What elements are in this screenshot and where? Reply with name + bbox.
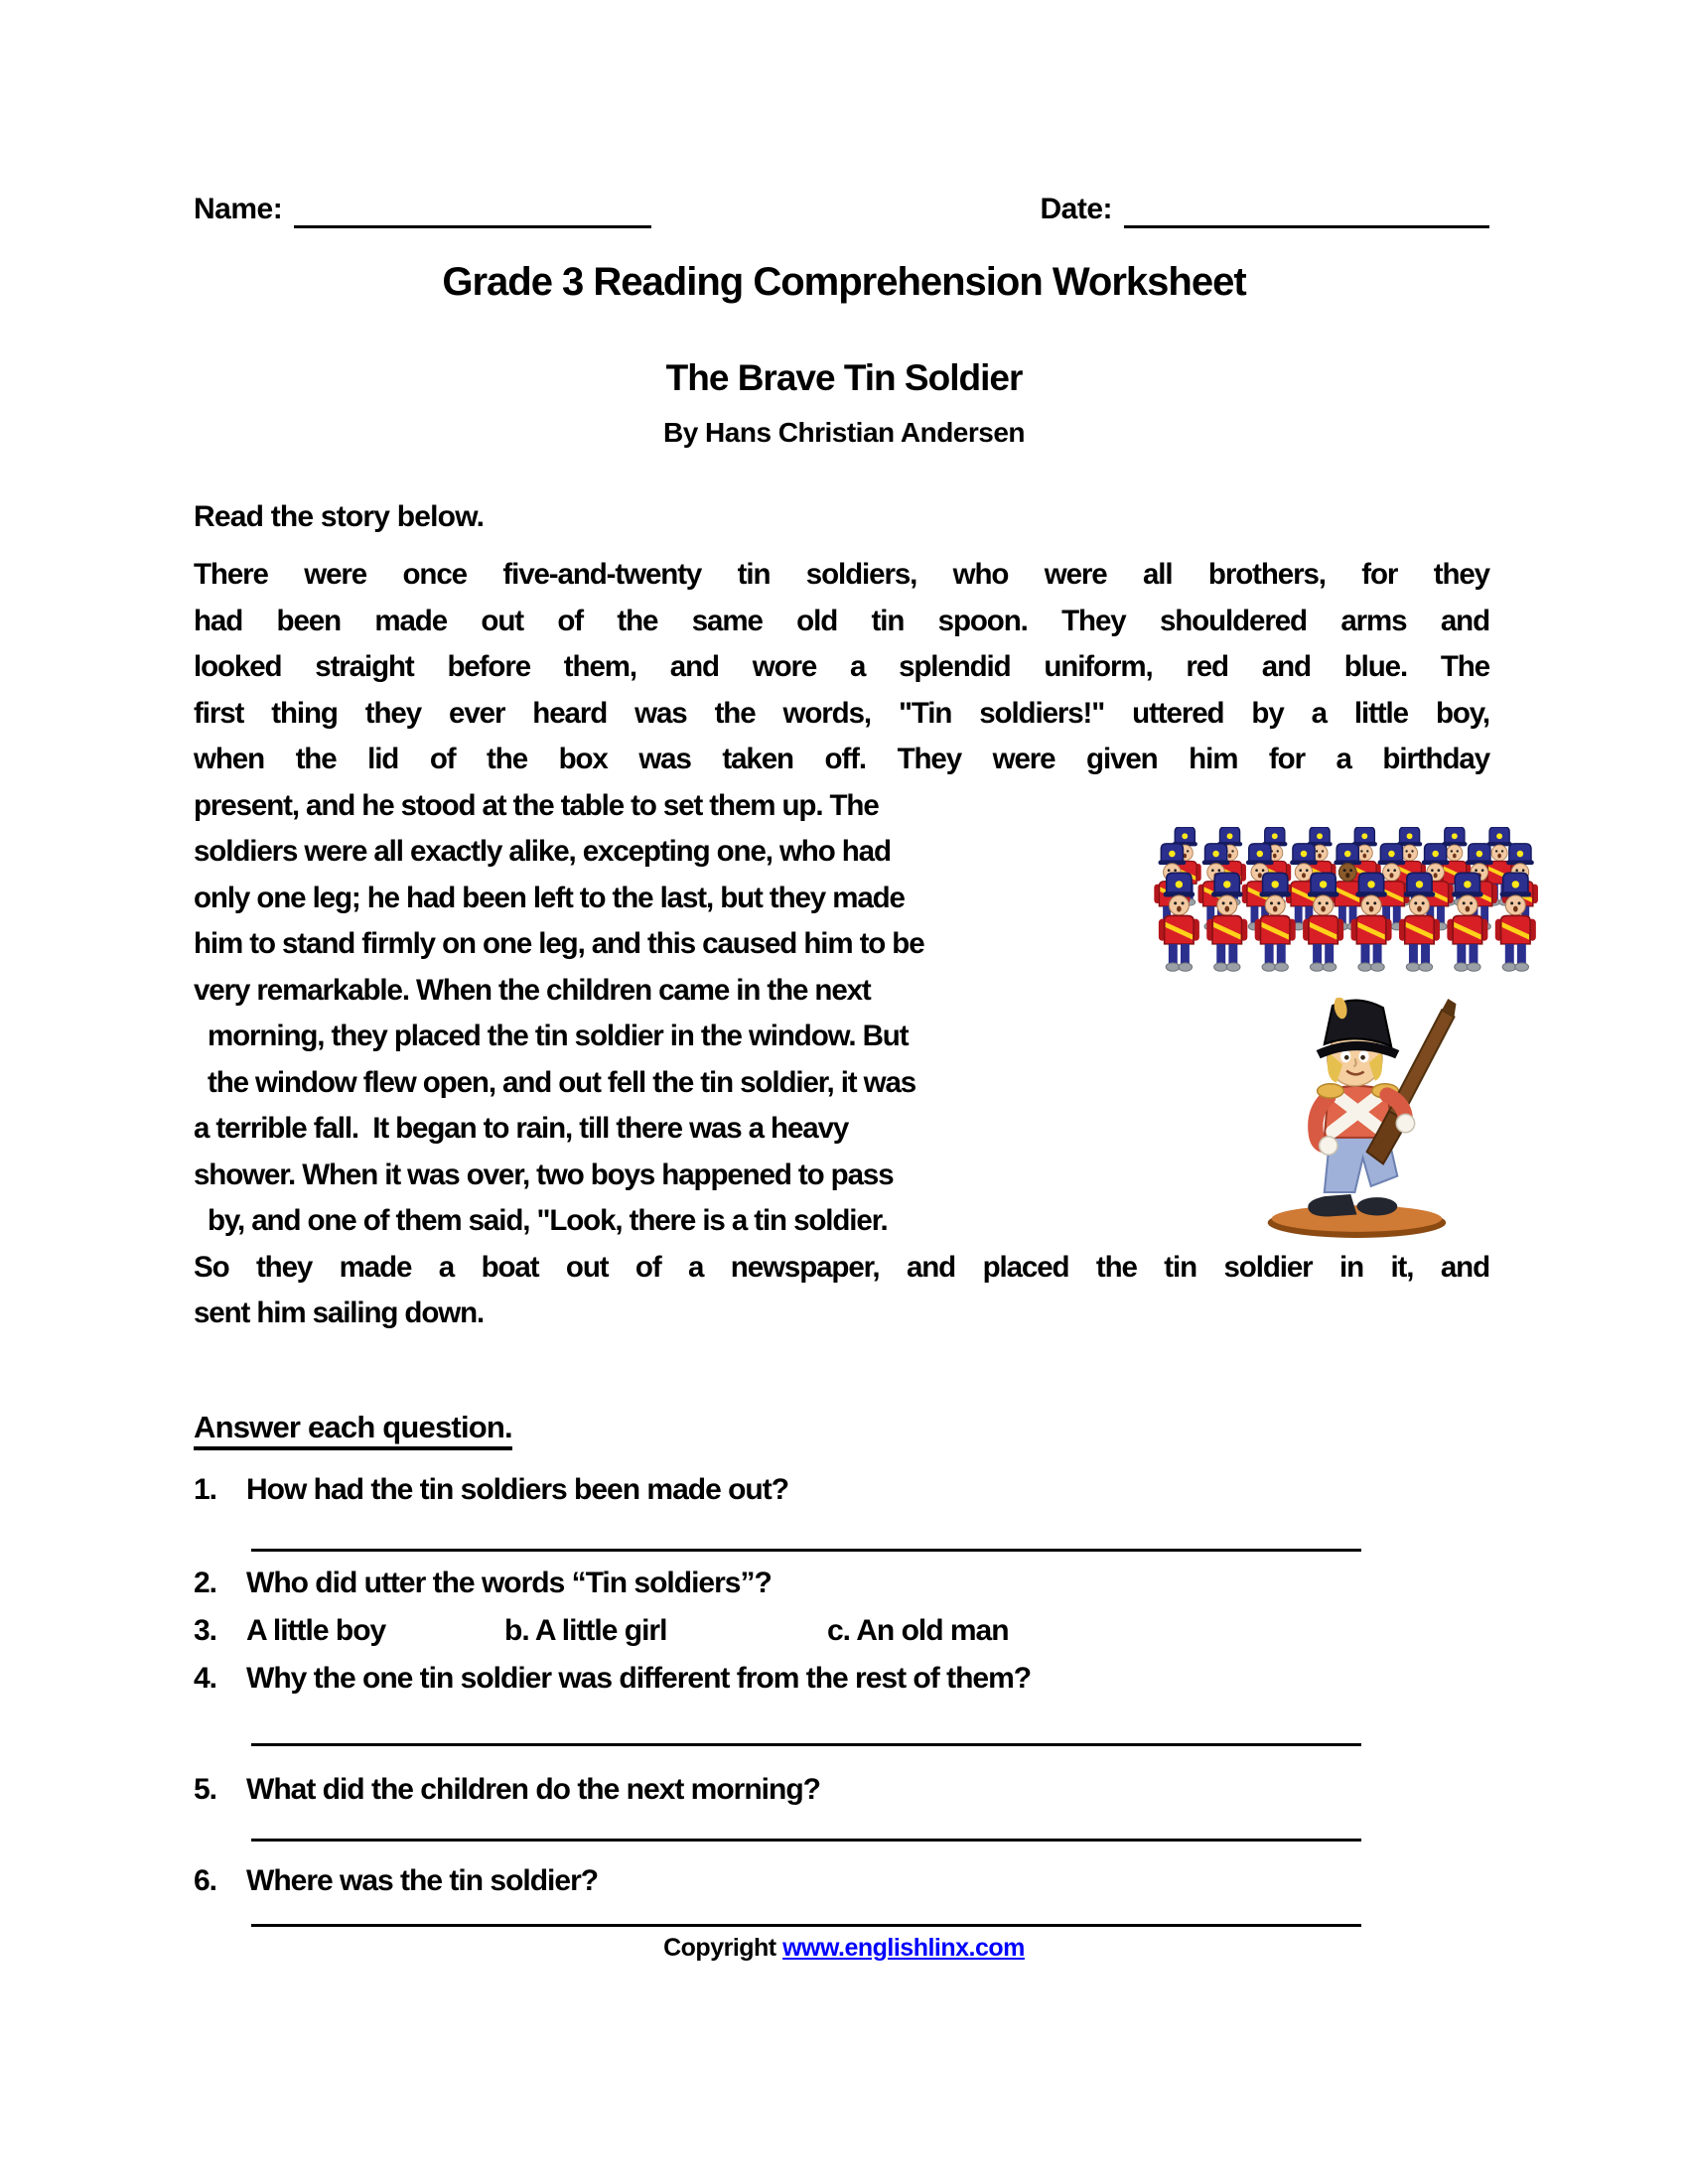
story-line: present, and he stood at the table to set them up. The	[194, 788, 879, 822]
question-1-number: 1.	[194, 1473, 217, 1506]
story-line: when the lid of the box was taken off. They were given him for a birthday	[194, 743, 1489, 775]
question-5	[194, 1773, 820, 1807]
question-4-number: 4.	[194, 1662, 217, 1695]
question-3-number: 3.	[194, 1614, 217, 1647]
story-line: only one leg; he had been left to the last, but they made	[194, 881, 905, 914]
question-4-text: Why the one tin soldier was different from the rest of them?	[246, 1662, 1032, 1695]
question-2-text: Who did utter the words “Tin soldiers”?	[246, 1567, 772, 1599]
read-instruction: Read the story below.	[194, 500, 485, 533]
question-1	[194, 1473, 788, 1507]
tin-soldiers-group-illustration	[1152, 827, 1549, 986]
question-4	[194, 1662, 1031, 1696]
story-title: The Brave Tin Soldier	[665, 357, 1023, 398]
page-title: Grade 3 Reading Comprehension Worksheet	[442, 260, 1246, 304]
question-6	[194, 1864, 598, 1898]
story-line: shower. When it was over, two boys happened to pass	[194, 1158, 894, 1191]
story-line: first thing they ever heard was the words, "Tin soldiers!" uttered by a little boy,	[194, 696, 1489, 730]
story-line: soldiers were all exactly alike, excepting one, who had	[194, 835, 891, 868]
question-3-option-a: A little boy	[246, 1614, 386, 1647]
story-line: a terrible fall. It began to rain, till there was a heavy	[194, 1112, 849, 1145]
question-2	[194, 1567, 772, 1600]
story-line: looked straight before them, and wore a splendid uniform, red and blue. The	[194, 650, 1489, 683]
story-illustration	[1152, 827, 1559, 1244]
header	[194, 191, 1489, 228]
story-line: So they made a boat out of a newspaper, and placed the tin soldier in it, and	[194, 1250, 1489, 1284]
story-line: sent him sailing down.	[194, 1297, 485, 1329]
copyright-label: Copyright	[663, 1934, 783, 1962]
story-byline: By Hans Christian Andersen	[662, 417, 1026, 448]
story-line: the window flew open, and out fell the tin soldier, it was	[208, 1065, 916, 1099]
question-1-text: How had the tin soldiers been made out?	[246, 1473, 789, 1506]
date-blank-line[interactable]	[1124, 192, 1489, 228]
answer-section-header: Answer each question.	[194, 1410, 512, 1445]
question-5-number: 5.	[194, 1773, 217, 1806]
answer-line-q5[interactable]	[251, 1839, 1361, 1842]
answer-line-q6[interactable]	[251, 1924, 1361, 1927]
story-line: There were once five-and-twenty tin soldiers, who were all brothers, for they	[194, 558, 1489, 591]
name-field	[194, 191, 651, 228]
date-field	[1040, 191, 1489, 228]
story-line: him to stand firmly on one leg, and this caused him to be	[194, 927, 924, 960]
story-line: had been made out of the same old tin spoon. They shouldered arms and	[194, 604, 1489, 637]
question-3	[194, 1614, 1009, 1648]
answer-line-q1[interactable]	[251, 1549, 1361, 1552]
story-line: by, and one of them said, "Look, there is a tin soldier.	[208, 1204, 888, 1237]
date-label: Date:	[1040, 193, 1112, 225]
name-label: Name:	[194, 193, 283, 225]
question-3-option-c: c. An old man	[827, 1614, 1009, 1647]
question-5-text: What did the children do the next morning?	[246, 1773, 820, 1806]
question-2-number: 2.	[194, 1567, 217, 1599]
footer	[0, 1934, 1688, 1963]
question-6-number: 6.	[194, 1864, 217, 1897]
question-3-option-b: b. A little girl	[504, 1614, 667, 1647]
answer-line-q4[interactable]	[251, 1743, 1361, 1746]
question-6-text: Where was the tin soldier?	[246, 1864, 599, 1897]
name-blank-line[interactable]	[294, 192, 651, 228]
story-line: morning, they placed the tin soldier in the window. But	[208, 1020, 909, 1052]
story-line: very remarkable. When the children came in the next	[194, 973, 871, 1007]
tin-soldier-illustration	[1253, 998, 1467, 1241]
copyright-link[interactable]: www.englishlinx.com	[782, 1934, 1025, 1962]
